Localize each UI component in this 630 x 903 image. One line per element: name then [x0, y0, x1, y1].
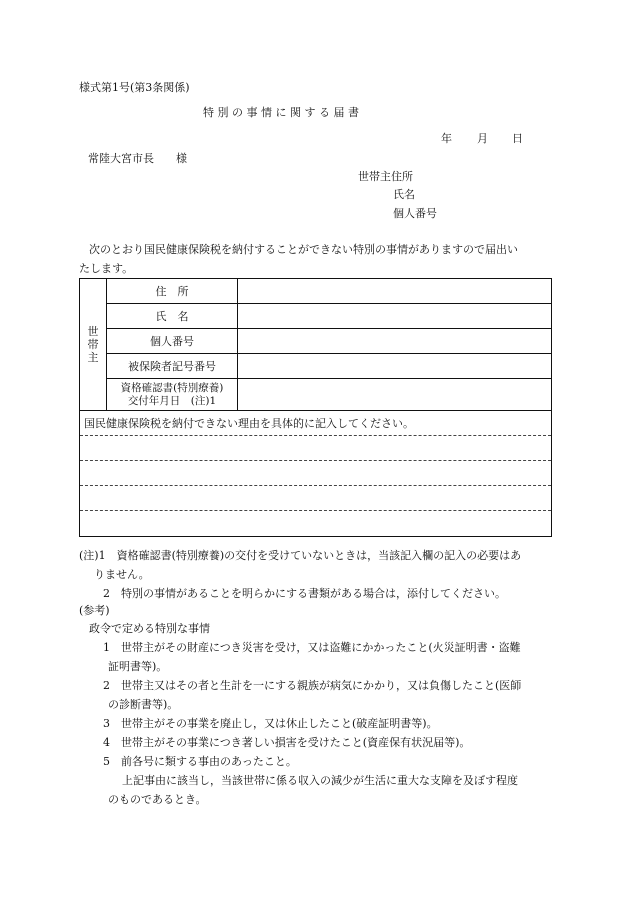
row-label-address: 住 所	[107, 279, 238, 304]
reference-title: 政令で定める特別な事情	[89, 622, 210, 635]
applicant-id-label: 個人番号	[393, 207, 437, 220]
certificate-date-value[interactable]	[238, 379, 552, 411]
intro-line-2: たします。	[79, 262, 134, 275]
applicant-address-label: 世帯主住所	[358, 170, 413, 183]
reason-field[interactable]	[80, 411, 552, 537]
addressee: 常陸大宮市長 様	[88, 152, 187, 165]
reason-line	[80, 435, 551, 436]
note-1-line-2: りません。	[94, 568, 150, 581]
document-title: 特 別 の 事 情 に 関 す る 届 書	[203, 106, 359, 119]
id-value[interactable]	[238, 329, 552, 354]
note-2: 2 特別の事情があることを明らかにする書類がある場合は，添付してください。	[103, 587, 506, 600]
reason-line	[80, 510, 551, 511]
name-value[interactable]	[238, 304, 552, 329]
reason-line	[80, 485, 551, 486]
insured-number-value[interactable]	[238, 354, 552, 379]
household-head-header: 世 帯 主	[80, 279, 107, 411]
reference-item-3: 3 世帯主がその事業を廃止し，又は休止したこと(破産証明書等)。	[103, 717, 438, 730]
date-month: 月	[477, 132, 488, 145]
reference-item-5: 5 前各号に類する事由のあったこと。	[103, 755, 297, 768]
row-label-insured-number: 被保険者記号番号	[107, 354, 238, 379]
date-year: 年	[441, 132, 452, 145]
reference-item-2-line-2: の診断書等)。	[108, 698, 179, 711]
reference-item-1-line-2: 証明書等)。	[108, 660, 168, 673]
date-day: 日	[512, 132, 523, 145]
reason-line	[80, 460, 551, 461]
application-table	[79, 278, 552, 537]
reference-item-5-sub-line-1: 上記事由に該当し，当該世帯に係る収入の減少が生活に重大な支障を及ぼす程度	[122, 774, 518, 787]
form-number: 様式第1号(第3条関係)	[79, 81, 190, 94]
applicant-name-label: 氏名	[393, 188, 415, 201]
address-value[interactable]	[238, 279, 552, 304]
note-1-line-1: (注)1 資格確認書(特別療養)の交付を受けていないときは，当該記入欄の記入の必要はあ	[79, 549, 522, 562]
reference-item-1-line-1: 1 世帯主がその財産につき災害を受け，又は盗難にかかったこと(火災証明書・盗難	[103, 641, 521, 654]
reason-prompt: 国民健康保険税を納付できない理由を具体的に記入してください。	[84, 417, 414, 430]
row-label-name: 氏 名	[107, 304, 238, 329]
reference-heading: (参考)	[79, 604, 110, 617]
intro-line-1: 次のとおり国民健康保険税を納付することができない特別の事情がありますので届出い	[89, 243, 518, 256]
reference-item-5-sub-line-2: のものであるとき。	[108, 793, 207, 806]
reference-item-4: 4 世帯主がその事業につき著しい損害を受けたこと(資産保有状況届等)。	[103, 736, 471, 749]
row-label-certificate-date: 資格確認書(特別療養) 交付年月日 (注)1	[107, 379, 238, 411]
reference-item-2-line-1: 2 世帯主又はその者と生計を一にする親族が病気にかかり，又は負傷したこと(医師	[103, 679, 522, 692]
row-label-id: 個人番号	[107, 329, 238, 354]
